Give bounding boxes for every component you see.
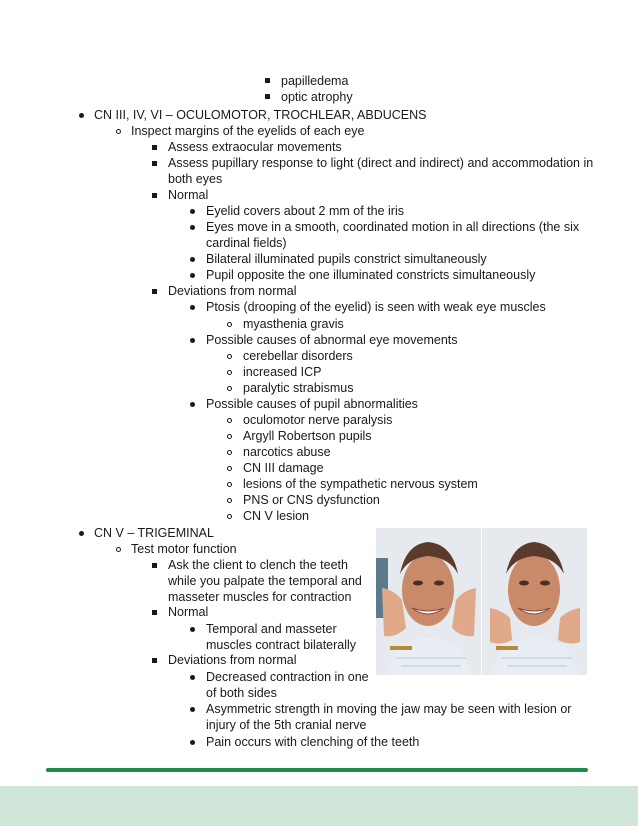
bullet-marker bbox=[227, 514, 232, 519]
footer-band bbox=[0, 786, 638, 826]
bullet-marker bbox=[190, 402, 195, 407]
bullet-marker bbox=[79, 113, 84, 118]
list-item: PNS or CNS dysfunction bbox=[243, 493, 380, 507]
bullet-marker bbox=[190, 257, 195, 262]
bullet-marker bbox=[152, 658, 157, 663]
patient-photo-illustration bbox=[482, 528, 587, 675]
list-item: Decreased contraction in one bbox=[206, 670, 369, 684]
bullet-marker bbox=[190, 305, 195, 310]
list-item: masseter muscles for contraction bbox=[168, 590, 352, 604]
bullet-marker bbox=[190, 209, 195, 214]
list-item: increased ICP bbox=[243, 365, 322, 379]
list-item: Asymmetric strength in moving the jaw may be seen with lesion or bbox=[206, 702, 572, 716]
list-item: Possible causes of abnormal eye movements bbox=[206, 333, 458, 347]
bullet-marker bbox=[227, 498, 232, 503]
list-item: Possible causes of pupil abnormalities bbox=[206, 397, 418, 411]
bullet-marker bbox=[227, 354, 232, 359]
list-item: while you palpate the temporal and bbox=[168, 574, 362, 588]
bullet-marker bbox=[116, 129, 121, 134]
bullet-marker bbox=[152, 161, 157, 166]
bullet-marker bbox=[152, 193, 157, 198]
list-item: cerebellar disorders bbox=[243, 349, 353, 363]
list-item: Normal bbox=[168, 188, 209, 202]
bullet-marker bbox=[190, 273, 195, 278]
list-item: optic atrophy bbox=[281, 90, 353, 104]
list-item: Eyes move in a smooth, coordinated motion in all directions (the six bbox=[206, 220, 580, 234]
bullet-marker bbox=[227, 482, 232, 487]
list-item: Inspect margins of the eyelids of each eye bbox=[131, 124, 365, 138]
list-item: cardinal fields) bbox=[206, 236, 287, 250]
section-heading: CN III, IV, VI – OCULOMOTOR, TROCHLEAR, ABDUCENS bbox=[94, 108, 427, 122]
list-item: Assess extraocular movements bbox=[168, 140, 342, 154]
bullet-marker bbox=[227, 418, 232, 423]
bullet-marker bbox=[265, 94, 270, 99]
list-item: Test motor function bbox=[131, 542, 237, 556]
list-item: Deviations from normal bbox=[168, 284, 297, 298]
bullet-marker bbox=[227, 370, 232, 375]
list-item: Temporal and masseter bbox=[206, 622, 337, 636]
list-item: Deviations from normal bbox=[168, 653, 297, 667]
bullet-marker bbox=[152, 610, 157, 615]
bullet-marker bbox=[227, 322, 232, 327]
bullet-marker bbox=[190, 675, 195, 680]
bullet-marker bbox=[190, 338, 195, 343]
list-item: both eyes bbox=[168, 172, 223, 186]
section-heading: CN V – TRIGEMINAL bbox=[94, 526, 214, 540]
bullet-marker bbox=[227, 466, 232, 471]
list-item: Argyll Robertson pupils bbox=[243, 429, 372, 443]
bullet-marker bbox=[79, 531, 84, 536]
bullet-marker bbox=[116, 547, 121, 552]
list-item: lesions of the sympathetic nervous system bbox=[243, 477, 478, 491]
list-item: CN III damage bbox=[243, 461, 324, 475]
bullet-marker bbox=[152, 289, 157, 294]
list-item: oculomotor nerve paralysis bbox=[243, 413, 393, 427]
list-item: papilledema bbox=[281, 74, 349, 88]
patient-photo-illustration bbox=[376, 528, 481, 675]
bullet-marker bbox=[190, 627, 195, 632]
bullet-marker bbox=[152, 145, 157, 150]
list-item: Ptosis (drooping of the eyelid) is seen with weak eye muscles bbox=[206, 300, 546, 314]
photo-temporal-palpation bbox=[376, 528, 481, 675]
bullet-marker bbox=[265, 78, 270, 83]
list-item: Assess pupillary response to light (direct and indirect) and accommodation in bbox=[168, 156, 594, 170]
bullet-marker bbox=[190, 225, 195, 230]
bullet-marker bbox=[190, 740, 195, 745]
footer-divider bbox=[46, 768, 588, 772]
bullet-marker bbox=[190, 707, 195, 712]
list-item: Eyelid covers about 2 mm of the iris bbox=[206, 204, 404, 218]
list-item: narcotics abuse bbox=[243, 445, 331, 459]
list-item: Ask the client to clench the teeth bbox=[168, 558, 348, 572]
bullet-marker bbox=[227, 450, 232, 455]
list-item: Normal bbox=[168, 605, 209, 619]
list-item: CN V lesion bbox=[243, 509, 309, 523]
list-item: injury of the 5th cranial nerve bbox=[206, 718, 367, 732]
bullet-marker bbox=[227, 386, 232, 391]
list-item: muscles contract bilaterally bbox=[206, 638, 357, 652]
bullet-marker bbox=[227, 434, 232, 439]
list-item: Pupil opposite the one illuminated constricts simultaneously bbox=[206, 268, 536, 282]
list-item: Bilateral illuminated pupils constrict simultaneously bbox=[206, 252, 487, 266]
list-item: myasthenia gravis bbox=[243, 317, 344, 331]
photo-masseter-palpation bbox=[482, 528, 587, 675]
list-item: paralytic strabismus bbox=[243, 381, 354, 395]
bullet-marker bbox=[152, 563, 157, 568]
list-item: of both sides bbox=[206, 686, 277, 700]
list-item: Pain occurs with clenching of the teeth bbox=[206, 735, 420, 749]
